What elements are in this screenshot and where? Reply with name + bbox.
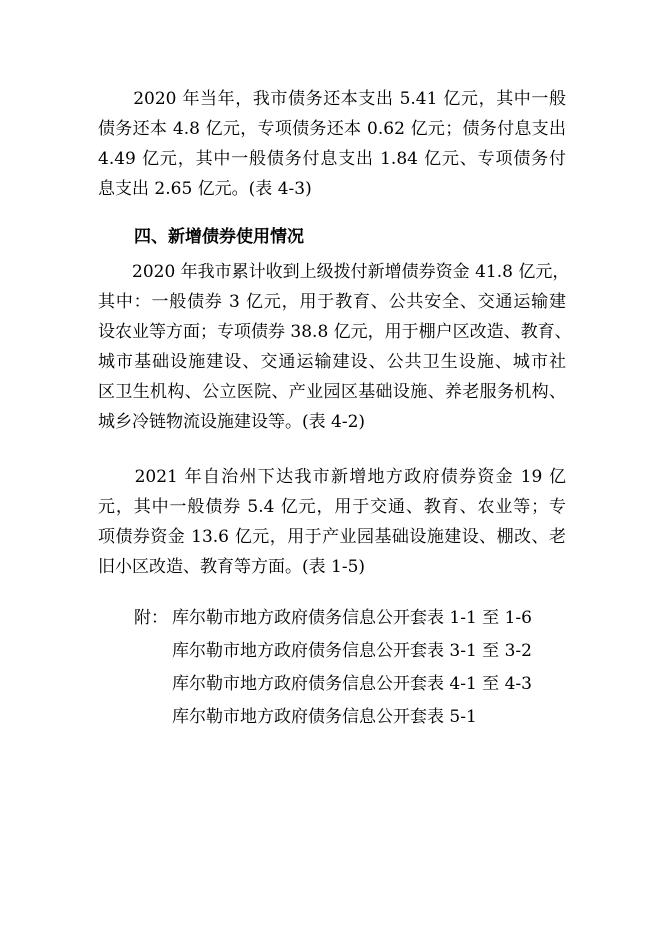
text-line: 息支出 2.65 亿元。(表 4-3) [98, 179, 312, 199]
text-line: 2020 年我市累计收到上级拨付新增债券资金 41.8 亿元， [98, 262, 570, 282]
text-line: 4.49 亿元，其中一般债务付息支出 1.84 亿元、专项债务付 [98, 149, 566, 169]
text-line: 2020 年当年，我市债务还本支出 5.41 亿元，其中一般 [98, 89, 566, 109]
text-line: 设农业等方面；专项债券 38.8 亿元，用于棚户区改造、教育、 [98, 322, 572, 342]
text-line: 城乡冷链物流设施建设等。(表 4-2) [98, 412, 366, 432]
text-line: 其中：一般债券 3 亿元，用于教育、公共安全、交通运输建 [98, 292, 566, 312]
attachment-item: 库尔勒市地方政府债务信息公开套表 5-1 [172, 707, 477, 727]
paragraph-debt-repayment [98, 84, 566, 204]
text-line: 旧小区改造、教育等方面。(表 1-5) [98, 557, 366, 577]
text-line: 城市基础设施建设、交通运输建设、公共卫生设施、城市社 [98, 352, 566, 372]
paragraph-new-bonds-2020 [98, 257, 572, 437]
attachment-item: 库尔勒市地方政府债务信息公开套表 4-1 至 4-3 [172, 674, 532, 694]
attachment-item: 库尔勒市地方政府债务信息公开套表 3-1 至 3-2 [172, 641, 532, 661]
text-line: 区卫生机构、公立医院、产业园区基础设施、养老服务机构、 [98, 382, 566, 402]
paragraph-new-bonds-2021 [98, 462, 566, 582]
attachments-label: 附： [134, 608, 168, 628]
text-line: 2021 年自治州下达我市新增地方政府债券资金 19 亿 [98, 467, 566, 487]
text-line: 债务还本 4.8 亿元，专项债务还本 0.62 亿元；债务付息支出 [98, 119, 566, 139]
attachment-item: 库尔勒市地方政府债务信息公开套表 1-1 至 1-6 [172, 608, 532, 628]
text-line: 元，其中一般债券 5.4 亿元，用于交通、教育、农业等；专 [98, 497, 566, 517]
section-heading: 四、新增债券使用情况 [134, 227, 304, 247]
text-line: 项债券资金 13.6 亿元，用于产业园基础设施建设、棚改、老 [98, 527, 566, 547]
